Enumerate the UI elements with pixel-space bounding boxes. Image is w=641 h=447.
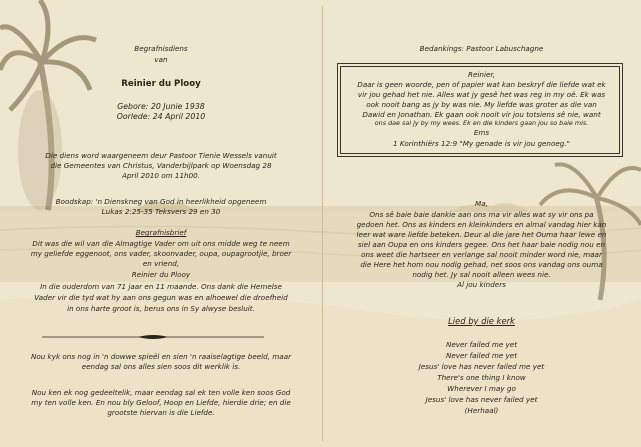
death-date: Oorlede: 24 April 2010: [116, 112, 206, 121]
quote-line: eendag sal ons alles sien soos dit werklik is.: [81, 362, 241, 371]
letter-line: my geliefde eggenoot, ons vader, skoonvader, oupa, oupagrootjie, broer: [30, 249, 292, 258]
box-line: Dawid en Jonathan. Ek gaan ook nooit vir jou totsiens sê nie, want: [362, 110, 601, 119]
song-line: Never failed me yet: [445, 340, 518, 349]
ma-line: leer wat ware liefde beteken. Deur al die jare het Ouma haar lewe en: [356, 230, 607, 239]
box-name: Reinier,: [468, 70, 495, 79]
box-line: vir jou gehad het nie. Alles wat jy gesê het was reg in my oë. Ek was: [357, 90, 606, 99]
letter-line: Vader vir die tyd wat hy aan ons gegun was en alhoewel die droefheid: [34, 293, 288, 302]
ma-signature: Al jou kinders: [457, 280, 506, 289]
ma-line: ons weet die hartseer en verlange sal nooit minder word nie, maar: [361, 250, 602, 259]
box-signature: Ems: [473, 128, 490, 137]
song-line: Never failed me yet: [445, 351, 518, 360]
song-line: Jesus' love has never failed me yet: [418, 362, 545, 371]
letter-line: in ons harte groot is, berus ons in Sy alwyse besluit.: [67, 304, 255, 313]
song-title: Lied by die kerk: [448, 316, 515, 326]
letter-title: Begrafnisbrief: [135, 228, 187, 237]
deceased-name: Reinier du Plooy: [121, 79, 201, 89]
quote-line: my ten volle ken. En nou bly Geloof, Hoop en Liefde, hierdie drie; en die: [31, 398, 291, 407]
box-line: ons dae sal jy by my wees. Ek en die kinders gaan jou so baie mis.: [374, 119, 589, 127]
quote-line: Nou kyk ons nog in 'n dowwe spieël en sien 'n raaiselagtige beeld, maar: [30, 352, 292, 361]
ornament-divider: [42, 333, 264, 341]
ma-heading: Ma,: [475, 199, 488, 208]
quote-line: Nou ken ek nog gedeeltelik, maar eendag sal ek ten volle ken soos God: [31, 388, 291, 397]
ma-line: Ons sê baie baie dankie aan ons ma vir alles wat sy vir ons pa: [369, 210, 594, 219]
ma-line: die Here het hom nou nodig gehad, net soos ons vandag ons ouma: [360, 260, 603, 269]
letter-line: Dit was die wil van die Almagtige Vader om uit ons midde weg te neem: [32, 239, 290, 248]
box-verse: 1 Korinthiërs 12:9 "My genade is vir jou genoeg.": [393, 139, 570, 148]
letter-line: In die ouderdom van 71 jaar en 11 maande. Ons dank die Hemelse: [40, 282, 282, 291]
ma-line: nodig het. Jy sal nooit alleen wees nie.: [412, 270, 551, 279]
ma-line: siel aan Oupa en ons kinders gegee. Ons het haar baie nodig nou en: [357, 240, 606, 249]
van-label: van: [154, 55, 168, 64]
letter-line: Reinier du Plooy: [131, 270, 191, 279]
thanks-line: Bedankings: Pastoor Labuschagne: [419, 44, 544, 53]
letter-line: en vriend,: [142, 259, 180, 268]
song-line: Jesus' love has never failed yet: [425, 395, 538, 404]
quote-line: grootste hiervan is die Liefde.: [107, 408, 215, 417]
box-line: Daar is geen woorde, pen of papier wat kan beskryf die liefde wat ek: [357, 80, 606, 89]
service-line: Die diens word waargeneem deur Pastoor Tienie Wessels vanuit: [45, 151, 277, 160]
song-line: (Herhaal): [464, 406, 499, 415]
service-line: April 2010 om 11h00.: [121, 171, 201, 180]
service-line: die Gemeentes van Christus, Vanderbijlpark op Woensdag 28: [50, 161, 272, 170]
box-line: ook nooit bang as jy by was nie. My liefde was groter as die van: [366, 100, 597, 109]
message-line: Boodskap: 'n Dienskneg van God in heerlikheid opgeneem: [55, 197, 267, 206]
birth-date: Gebore: 20 Junie 1938: [117, 102, 205, 111]
ma-line: gedoen het. Ons as kinders en kleinkinders en almal vandag hier kan: [356, 220, 607, 229]
song-line: There's one thing I know: [437, 373, 526, 382]
song-line: Wherever I may go: [447, 384, 516, 393]
service-heading: Begrafnisdiens: [134, 44, 188, 53]
message-line: Lukas 2:25-35 Teksvers 29 en 30: [101, 207, 221, 216]
